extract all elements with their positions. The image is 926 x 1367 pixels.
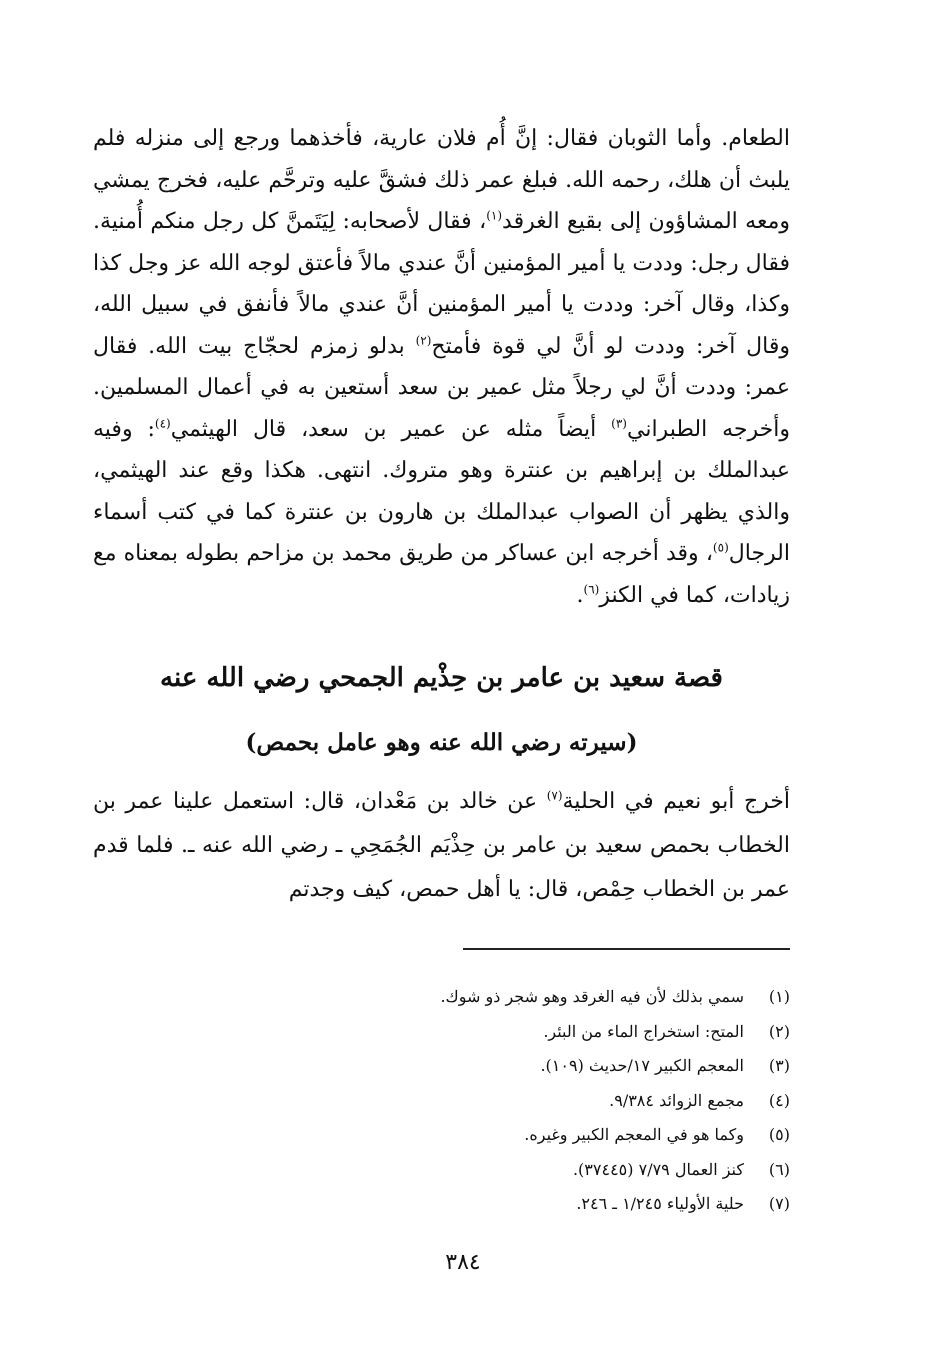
footnote-text: مجمع الزوائد ٩/٣٨٤. <box>609 1090 744 1110</box>
footnote-text: المتح: استخراج الماء من البئر. <box>543 1021 744 1041</box>
footnote-text: كنز العمال ٧/٧٩ (٣٧٤٤٥). <box>572 1159 744 1179</box>
footnote-item <box>93 1118 790 1153</box>
footnote-ref-7[interactable]: (٧) <box>546 788 563 803</box>
footnote-text: وكما هو في المعجم الكبير وغيره. <box>524 1125 744 1144</box>
body-text <box>93 118 790 616</box>
footnote-number: (٧) <box>768 1194 790 1213</box>
text-run: بدلو زمزم لحجّاج بيت الله. فقال عمر: وددت أنَّ لي رجلاً مثل عمير بن سعد أستعين به في أعمال المسلمين. وأخرجه الطبراني <box>93 333 790 442</box>
text-run: : وفيه عبدالملك بن إبراهيم بن عنترة وهو متروك. انتهى. هكذا وقع عند الهيثمي، والذي يظهر أن الصواب عبدالملك بن هارون بن عنترة كما في كتب أسماء الرجال <box>93 416 790 566</box>
footnote-item <box>93 1084 790 1119</box>
footnote-item <box>93 1049 790 1084</box>
section-subtitle: (سيرته رضي الله عنه وهو عامل بحمص) <box>245 729 638 756</box>
footnote-separator <box>463 948 790 950</box>
footnote-ref-3[interactable]: (٣) <box>611 416 627 431</box>
paragraph-1 <box>93 118 790 616</box>
text-run: ، وقد أخرجه ابن عساكر من طريق محمد بن مزاحم بطوله بمعناه مع زيادات، كما في الكنز <box>93 541 790 608</box>
footnote-ref-1[interactable]: (١) <box>486 208 503 223</box>
footnote-text: حلية الأولياء ١/٢٤٥ ـ ٢٤٦. <box>576 1194 744 1213</box>
paragraph-2 <box>93 780 790 912</box>
text-run: عن خالد بن مَعْدان، قال: استعمل علينا عمر بن الخطاب بحمص سعيد بن عامر بن حِذْيَم الجُمَحِي ـ رضي الله عنه ـ. فلما قدم عمر بن الخطاب حِمْص، قال: يا أهل حمص، كيف وجدتم <box>93 789 790 902</box>
footnote-text: المعجم الكبير ١٧/حديث (١٠٩). <box>540 1056 744 1075</box>
text-run: الطعام. وأما الثوبان فقال: إنَّ أُم فلان عارية، فأخذهما ورجع إلى منزله فلم يلبث أن هلك، رحمه الله. فبلغ عمر ذلك فشقَّ عليه وترحَّم عليه، فخرج يمشي ومعه المشاؤون إلى بقيع الغرقد <box>93 126 790 234</box>
text-run: . <box>576 582 584 608</box>
footnote-item <box>93 980 790 1015</box>
footnote-ref-6[interactable]: (٦) <box>583 582 600 597</box>
footnote-number: (١) <box>768 987 790 1006</box>
footnote-ref-2[interactable]: (٢) <box>415 333 432 348</box>
text-run: أيضاً مثله عن عمير بن سعد، قال الهيثمي <box>170 416 612 442</box>
footnote-number: (٤) <box>768 1090 790 1110</box>
footnote-item <box>93 1015 790 1050</box>
footnotes-list <box>93 980 790 1222</box>
page-number: ٣٨٤ <box>445 1250 481 1275</box>
footnote-ref-4[interactable]: (٤) <box>154 416 171 431</box>
text-run: أخرج أبو نعيم في الحلية <box>562 789 791 814</box>
footnote-ref-5[interactable]: (٥) <box>712 540 729 555</box>
footnote-item <box>93 1187 790 1222</box>
footnote-number: (٥) <box>768 1125 790 1144</box>
text-run: ، فقال لأصحابه: لِيَتَمنَّ كل رجل منكم أُمنية. فقال رجل: وددت يا أمير المؤمنين أنَّ عندي مالاً فأعتق لوجه الله عز وجل كذا وكذا، وقال آخر: وددت يا أمير المؤمنين أنَّ عندي مالاً فأنفق في سبيل الله، وقال آخر: وددت لو أنَّ لي قوة فأمتح <box>93 209 790 359</box>
footnote-number: (٢) <box>768 1021 790 1041</box>
footnote-item <box>93 1153 790 1188</box>
footnote-number: (٦) <box>768 1159 790 1179</box>
footnote-text: سمي بذلك لأن فيه الغرقد وهو شجر ذو شوك. <box>440 987 744 1006</box>
footnote-number: (٣) <box>768 1056 790 1075</box>
section-title: قصة سعيد بن عامر بن حِذْيم الجمحي رضي الله عنه <box>160 663 723 693</box>
